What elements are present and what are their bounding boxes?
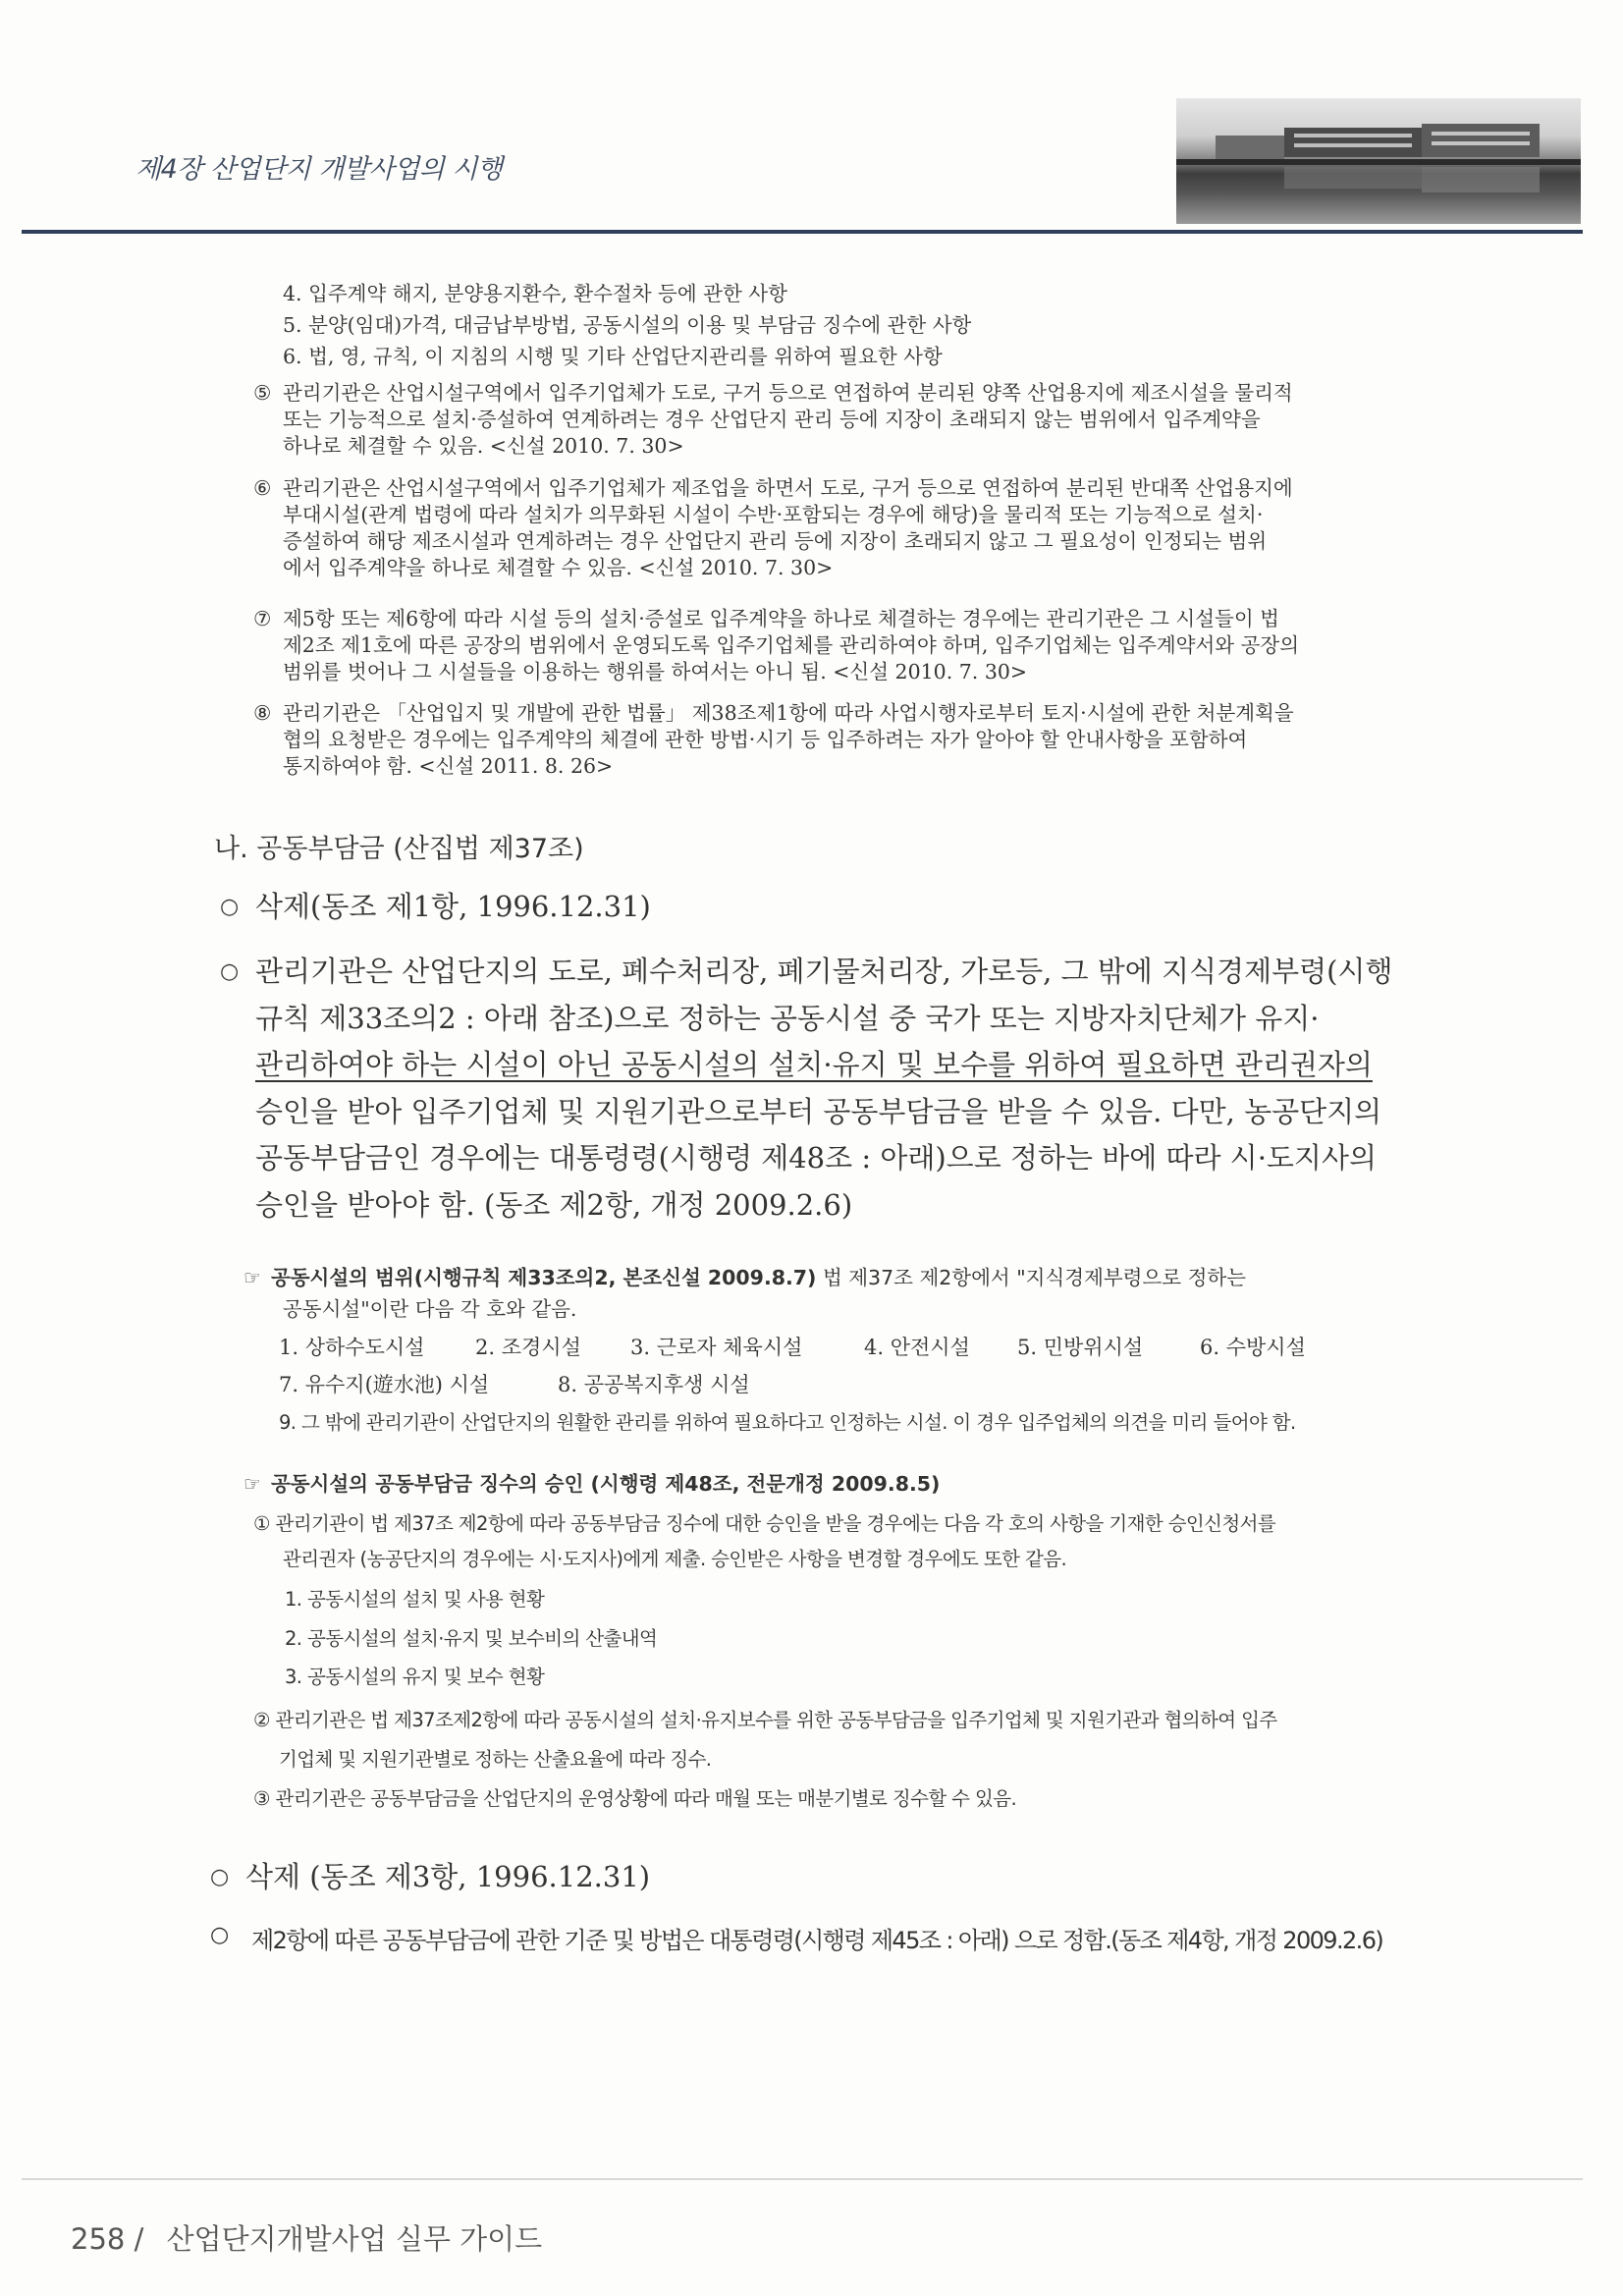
clause-line: 관리기관은 공동부담금을 산업단지의 운영상황에 따라 매월 또는 매분기별로 징수할 수 있음.: [275, 1787, 1017, 1810]
top-item-5: 5. 분양(임대)가격, 대금납부방법, 공동시설의 이용 및 부담금 징수에 관한 사항: [283, 313, 972, 337]
facility-item: 3. 근로자 체육시설: [630, 1336, 803, 1359]
note-common-facility-scope: [243, 1261, 1246, 1290]
approval-clause-3: [253, 1783, 1016, 1811]
facility-list-row-3: 9. 그 밖에 관리기관이 산업단지의 원활한 관리를 위하여 필요하다고 인정하는 시설. 이 경우 입주업체의 의견을 미리 들어야 함.: [279, 1411, 1296, 1434]
bullet-text: 삭제 (동조 제3항, 1996.12.31): [245, 1860, 651, 1893]
clause-line: 관리기관은 법 제37조제2항에 따라 공동시설의 설치·유지보수를 위한 공동부담금을 입주기업체 및 지원기관과 협의하여 입주: [275, 1709, 1277, 1731]
clause-number: ⑤: [253, 381, 272, 405]
page-number: 258 /: [71, 2222, 144, 2256]
footer-rule: [22, 2178, 1583, 2180]
bullet-line: 승인을 받아야 함. (동조 제2항, 개정 2009.2.6): [255, 1187, 853, 1222]
clause-line: 부대시설(관계 법령에 따라 설치가 의무화된 시설이 수반·포함되는 경우에 해당)을 물리적 또는 기능적으로 설치·: [283, 503, 1264, 526]
clause-line: 관리기관이 법 제37조 제2항에 따라 공동부담금 징수에 대한 승인을 받을 경우에는 다음 각 호의 사항을 기재한 승인신청서를: [275, 1512, 1276, 1535]
bullet-charge-standard: [210, 1921, 1487, 1960]
bullet-circle-icon: ○: [220, 959, 240, 984]
bullet-deleted-1: [220, 884, 1496, 931]
clause-line: 협의 요청받은 경우에는 입주계약의 체결에 관한 방법·시기 등 입주하려는 자가 알아야 할 안내사항을 포함하여: [283, 728, 1248, 751]
facility-item: 1. 상하수도시설: [279, 1336, 425, 1359]
clause-number: ②: [253, 1709, 270, 1731]
clause-line: 에서 입주계약을 하나로 체결할 수 있음. <신설 2010. 7. 30>: [283, 556, 834, 579]
clause-line: 관리기관은 「산업입지 및 개발에 관한 법률」 제38조제1항에 따라 사업시행자로부터 토지·시설에 관한 처분계획을: [283, 701, 1294, 725]
facility-list-row-2: [279, 1369, 1457, 1398]
approval-clause-2: [253, 1705, 1277, 1732]
bullet-line: 관리기관은 산업단지의 도로, 폐수처리장, 폐기물처리장, 가로등, 그 밖에 지식경제부령(시행: [255, 955, 1393, 988]
clause-line: 관리기관은 산업시설구역에서 입주기업체가 도로, 구거 등으로 연접하여 분리된 양쪽 산업용지에 제조시설을 물리적: [283, 381, 1293, 405]
clause-line: 제2조 제1호에 따른 공장의 범위에서 운영되도록 입주기업체를 관리하여야 하며, 입주기업체는 입주계약서와 공장의: [283, 633, 1300, 657]
clause-number: ⑥: [253, 476, 272, 500]
clause-line: 증설하여 해당 제조시설과 연계하려는 경우 산업단지 관리 등에 지장이 초래되지 않고 그 필요성이 인정되는 범위: [283, 529, 1268, 553]
top-item-6: 6. 법, 영, 규칙, 이 지침의 시행 및 기타 산업단지관리를 위하여 필요한 사항: [283, 345, 943, 368]
clause-number: ①: [253, 1512, 270, 1535]
facility-item: 2. 조경시설: [475, 1336, 581, 1359]
facility-item: 7. 유수지(遊水池) 시설: [279, 1373, 490, 1396]
bullet-line: 규칙 제33조의2 : 아래 참조)으로 정하는 공동시설 중 국가 또는 지방자치단체가 유지·: [255, 1001, 1320, 1035]
note-heading-rest: 법 제37조 제2항에서 "지식경제부령으로 정하는: [816, 1266, 1247, 1289]
facility-list-row-1: [279, 1332, 1457, 1361]
clause-line: 통지하여야 함. <신설 2011. 8. 26>: [283, 754, 614, 778]
bullet-line-underlined: 관리하여야 하는 시설이 아닌 공동시설의 설치·유지 및 보수를 위하여 필요하면 관리권자의: [255, 1048, 1373, 1081]
clause-number: ⑦: [253, 607, 272, 630]
bullet-text: 삭제(동조 제1항, 1996.12.31): [255, 890, 651, 923]
book-title: 산업단지개발사업 실무 가이드: [166, 2222, 543, 2256]
clause-line: 범위를 벗어나 그 시설들을 이용하는 행위를 하여서는 아니 됨. <신설 2010. 7. 30>: [283, 660, 1028, 683]
pointing-hand-icon: ☞: [243, 1472, 261, 1496]
chapter-title: 제4장 산업단지 개발사업의 시행: [135, 154, 503, 185]
bullet-text: 제2항에 따른 공동부담금에 관한 기준 및 방법은 대통령령(시행령 제45조 : 아래) 으로 정함.(동조 제4항, 개정 2009.2.6): [251, 1927, 1383, 1954]
approval-item-2: 2. 공동시설의 설치·유지 및 보수비의 산출내역: [285, 1627, 658, 1650]
facility-item: 5. 민방위시설: [1017, 1336, 1144, 1359]
clause-line: 기업체 및 지원기관별로 정하는 산출요율에 따라 징수.: [279, 1748, 712, 1771]
section-title: 나. 공동부담금 (산집법 제37조): [214, 834, 584, 864]
bullet-line: 승인을 받아 입주기업체 및 지원기관으로부터 공동부담금을 받을 수 있음. 다만, 농공단지의: [255, 1094, 1382, 1128]
approval-item-1: 1. 공동시설의 설치 및 사용 현황: [285, 1588, 545, 1611]
bullet-circle-icon: ○: [210, 1865, 230, 1889]
note-common-charge-approval: [243, 1467, 940, 1497]
pointing-hand-icon: ☞: [243, 1266, 261, 1289]
clause-line: 또는 기능적으로 설치·증설하여 연계하려는 경우 산업단지 관리 등에 지장이 초래되지 않는 범위에서 입주계약을: [283, 408, 1261, 431]
bullet-circle-icon: ○: [210, 1923, 230, 1947]
top-item-4: 4. 입주계약 해지, 분양용지환수, 환수절차 등에 관한 사항: [283, 282, 787, 305]
bullet-line: 공동부담금인 경우에는 대통령령(시행령 제48조 : 아래)으로 정하는 바에 따라 시·도지사의: [255, 1141, 1377, 1175]
bullet-deleted-3: [210, 1854, 1487, 1901]
header-photo: [1176, 98, 1581, 224]
clause-number: ③: [253, 1787, 270, 1810]
note-line: 공동시설"이란 다음 각 호와 같음.: [283, 1297, 577, 1321]
note-heading: 공동시설의 공동부담금 징수의 승인 (시행령 제48조, 전문개정 2009.8.5): [270, 1472, 941, 1496]
page-footer: [71, 2217, 542, 2258]
clause-number: ⑧: [253, 701, 272, 725]
facility-item: 6. 수방시설: [1200, 1336, 1306, 1359]
facility-item: 4. 안전시설: [864, 1336, 970, 1359]
clause-line: 제5항 또는 제6항에 따라 시설 등의 설치·증설로 입주계약을 하나로 체결하는 경우에는 관리기관은 그 시설들이 법: [283, 607, 1279, 630]
clause-line: 관리권자 (농공단지의 경우에는 시·도지사)에게 제출. 승인받은 사항을 변경할 경우에도 또한 같음.: [283, 1548, 1067, 1570]
bullet-common-charge: [220, 949, 1496, 1233]
clause-line: 관리기관은 산업시설구역에서 입주기업체가 제조업을 하면서 도로, 구거 등으로 연접하여 분리된 반대쪽 산업용지에: [283, 476, 1293, 500]
bullet-circle-icon: ○: [220, 895, 240, 919]
approval-clause-1: [253, 1508, 1275, 1536]
note-heading: 공동시설의 범위(시행규칙 제33조의2, 본조신설 2009.8.7): [270, 1266, 817, 1289]
facility-item: 8. 공공복지후생 시설: [558, 1373, 750, 1396]
header-rule: [22, 230, 1583, 234]
approval-item-3: 3. 공동시설의 유지 및 보수 현황: [285, 1666, 545, 1688]
clause-line: 하나로 체결할 수 있음. <신설 2010. 7. 30>: [283, 434, 684, 458]
